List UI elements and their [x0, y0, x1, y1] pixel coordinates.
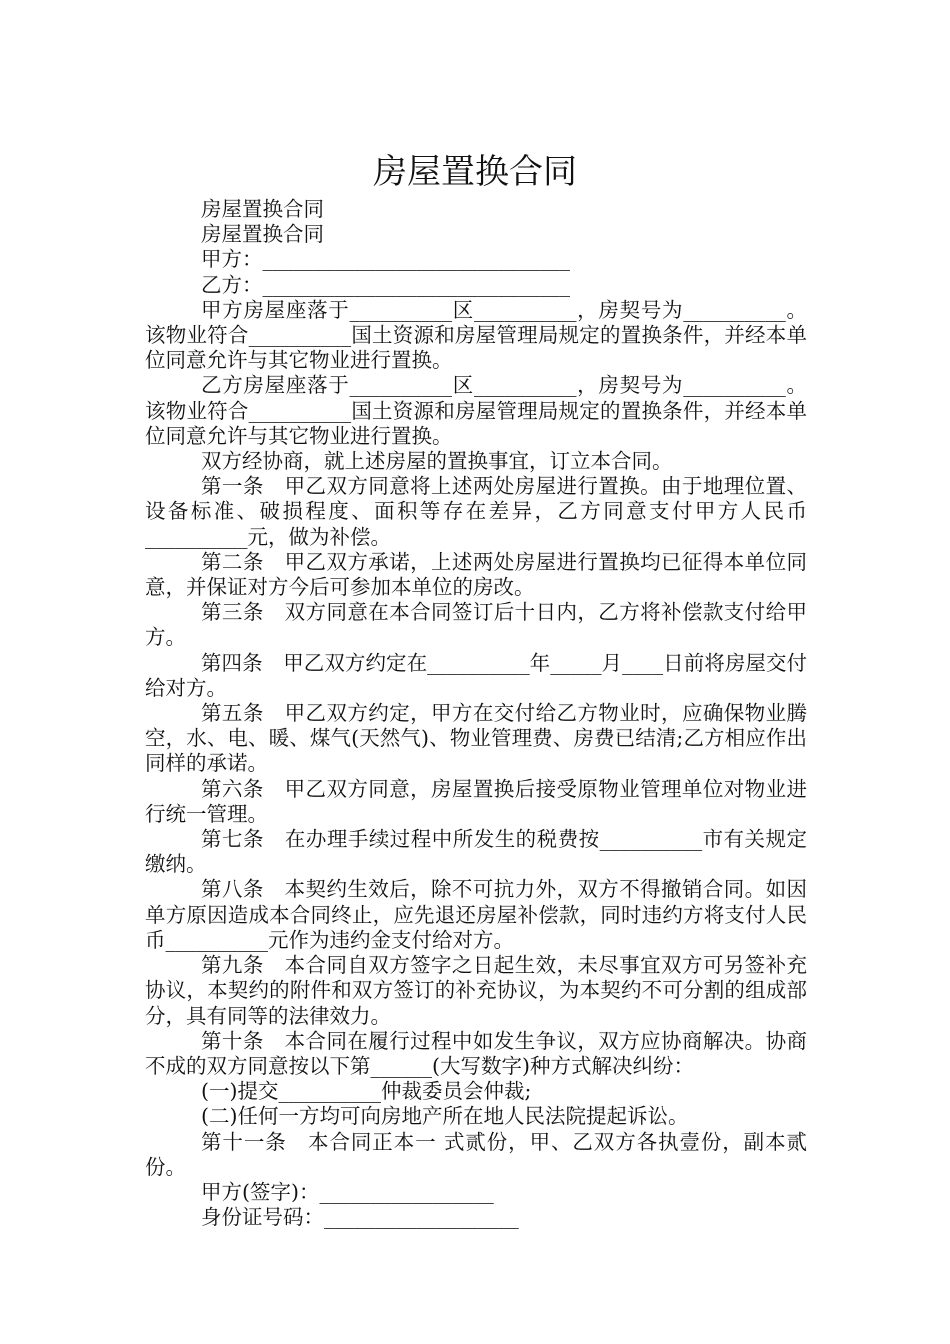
clause-4: 第四条 甲乙双方约定在__________年_____月____日前将房屋交付给对方。 [145, 650, 807, 700]
clause-10: 第十条 本合同在履行过程中如发生争议，双方应协商解决。协商不成的双方同意按以下第______(大写数字)种方式解决纠纷： [145, 1028, 807, 1078]
paragraph: 房屋置换合同 [201, 222, 324, 247]
document-body [145, 197, 807, 1230]
document-title: 房屋置换合同 [373, 151, 577, 192]
clause-3: 第三条 双方同意在本合同签订后十日内，乙方将补偿款支付给甲方。 [145, 600, 807, 650]
clause-7: 第七条 在办理手续过程中所发生的税费按__________市有关规定缴纳。 [145, 827, 807, 877]
clause-11: 第十一条 本合同正本一 式贰份，甲、乙双方各执壹份，副本贰份。 [145, 1129, 807, 1179]
paragraph: 双方经协商，就上述房屋的置换事宜，订立本合同。 [201, 449, 673, 474]
clause-9: 第九条 本合同自双方签字之日起生效，未尽事宜双方可另签补充协议，本契约的附件和双方签订的补充协议，为本契约不可分割的组成部分，具有同等的法律效力。 [145, 953, 807, 1028]
clause-8: 第八条 本契约生效后，除不可抗力外，双方不得撤销合同。如因单方原因造成本合同终止，应先退还房屋补偿款，同时违约方将支付人民币__________元作为违约金支付给对方。 [145, 877, 807, 952]
paragraph: 甲方房屋座落于__________区__________，房契号为__________。该物业符合__________国土资源和房屋管理局规定的置换条件，并经本单位同意允许与其它物业进行置换。 [145, 297, 807, 373]
clause-2: 第二条 甲乙双方承诺，上述两处房屋进行置换均已征得本单位同意，并保证对方今后可参加本单位的房改。 [145, 549, 807, 600]
party-a-signature-line: 甲方(签字)：_________________ [201, 1179, 494, 1204]
clause-1: 第一条 甲乙双方同意将上述两处房屋进行置换。由于地理位置、设备标准、破损程度、面积等存在差异，乙方同意支付甲方人民币__________元，做为补偿。 [145, 474, 807, 549]
paragraph: 乙方房屋座落于__________区__________，房契号为__________。该物业符合__________国土资源和房屋管理局规定的置换条件，并经本单位同意允许与其它物业进行置换。 [145, 373, 807, 448]
paragraph: 房屋置换合同 [201, 197, 324, 221]
clause-5: 第五条 甲乙双方约定，甲方在交付给乙方物业时，应确保物业腾空，水、电、暖、煤气(天然气)、物业管理费、房费已结清;乙方相应作出同样的承诺。 [145, 701, 807, 776]
clause-10-option-2: (二)任何一方均可向房地产所在地人民法院提起诉讼。 [201, 1104, 689, 1129]
clause-10-option-1: (一)提交__________仲裁委员会仲裁; [201, 1079, 532, 1104]
party-a-line: 甲方：______________________________ [201, 247, 570, 272]
clause-6: 第六条 甲乙双方同意，房屋置换后接受原物业管理单位对物业进行统一管理。 [145, 776, 807, 826]
party-b-line: 乙方：______________________________ [201, 272, 570, 297]
id-number-line: 身份证号码：___________________ [201, 1205, 519, 1230]
